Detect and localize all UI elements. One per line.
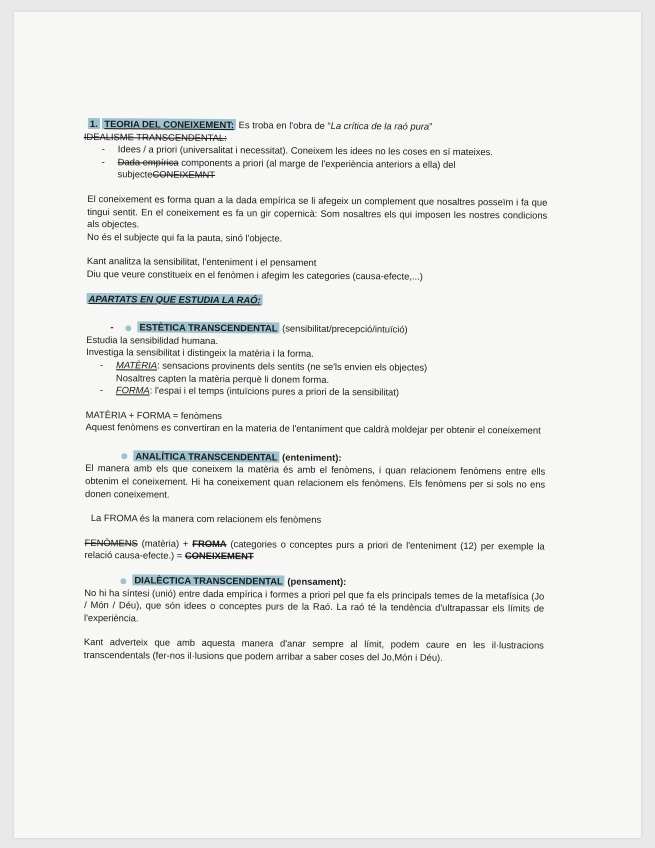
dialectica-title: DIALÈCTICA TRANSCENDENTAL	[134, 574, 283, 587]
paragraph: Kant adverteix que amb aquesta manera d'anar sempre al límit, podem caure en les il·lustracions transcendentals (fer-nos il·lusions que podem arribar a saber coses del Jo,Món i Déu).	[83, 636, 544, 663]
dialectica-subtitle: (pensament):	[284, 575, 347, 588]
bullet-icon	[120, 578, 126, 584]
forma-text: : l'espai i el temps (intuïcions pures a priori de la sensibilitat)	[149, 384, 400, 398]
paragraph: Diu que veure constitueix en el fenòmen i afegim les categories (causa-efecte,...)	[86, 267, 423, 282]
estetica-subtitle: (sensibilitat/precepció/intuïció)	[279, 322, 408, 335]
document-page	[14, 12, 641, 838]
paragraph: No és el subjecte qui fa la pauta, sinó l'objecte.	[87, 230, 283, 244]
paragraph: Investiga la sensibilitat i distingeix la matèria i la forma.	[86, 346, 314, 360]
forma-label: FORMA	[115, 384, 150, 396]
list-item-text-c: CONEIXEMNT	[152, 168, 216, 181]
bullet-dash: -	[101, 143, 105, 155]
bullet-dash: -	[110, 321, 114, 333]
apartats-heading: APARTATS EN QUE ESTUDIA LA RAÓ:	[88, 292, 261, 305]
paragraph: No hi ha síntesi (unió) entre dada empírica i formes a priori pel que fa els principals temes de la metafísica (Jo / Món / Déu), que són idees o conceptes purs de la Raó. La raó té la tendència d'ultrapassar els límits de l'experiència.	[84, 586, 545, 624]
bullet-icon	[125, 325, 131, 331]
bullet-dash: -	[101, 155, 105, 167]
estetica-list	[86, 359, 546, 400]
paragraph: El coneixement es forma quan a la dada empírica se li afegeix un complement que nosaltres posseïm i fa que tingui sentit. En el coneixement es fa un gir copernicà: Som nosaltres els qui imposen les nostres condicions als objectes.	[87, 192, 548, 230]
section-number: 1.	[89, 118, 98, 130]
list-item-text: Idees / a priori (universalitat i necessitat). Coneixem les idees no les coses en sí mateixes.	[117, 143, 493, 158]
idealisme-heading: IDEALISME TRANSCENDENTAL:	[83, 130, 227, 143]
materia-text: : sensacions provinents dels sentits (ne se'ls envien els objectes)	[157, 359, 428, 373]
list-item: - MATÈRIA: sensacions provinents dels sentits (ne se'ls envien els objectes) Nosaltres capten la matèria perquè li donem forma.	[100, 359, 428, 385]
paragraph: Aquest fenòmens es convertiran en la materia de l'entaniment que caldrà moldejar per obtenir el coneixement	[85, 421, 541, 436]
section-intro-end: ”	[429, 120, 433, 132]
analitica-subtitle: (enteniment):	[279, 451, 342, 463]
paragraph: FENÒMENS (matèria) + FROMA (categories o conceptes purs a priori de l'enteniment (12) per exemple la relació causa-efecte.) = CONEIXEMENT	[84, 536, 545, 562]
list-item-text-b: components a priori (al marge de l'experiència anteriors a ella) del subjecte	[117, 156, 456, 180]
list-item	[88, 156, 548, 185]
analitica-title: ANALÍTICA TRANSCENDENTAL	[135, 450, 278, 463]
paragraph: Estudia la sensibilidad humana.	[86, 333, 219, 346]
equation: MATÈRIA + FORMA = fenòmens	[85, 408, 223, 421]
idealisme-list	[88, 143, 548, 184]
section-intro: Es troba en l'obra de “	[236, 119, 331, 131]
materia-label: MATÈRIA	[116, 359, 158, 371]
list-item-text-a: Dada empírica	[117, 156, 179, 168]
paragraph: Kant analitza la sensibilitat, l'enteniment i el pensament	[86, 255, 317, 269]
list-item: - FORMA: l'espai i el temps (intuïcions pures a priori de la sensibilitat)	[99, 384, 400, 398]
paragraph: El manera amb els que coneixem la matèria és amb el fenòmens, i quan relacionem fenòmens entre ells obtenim el coneixement. Hi ha coneixement quan relacionem els fenòmens. Els fenòmens per si sols no ens donen coneixement.	[85, 462, 546, 500]
section-title: TEORIA DEL CONEIXEMENT:	[104, 118, 235, 131]
paragraph: La FROMA és la manera com relacionem els fenòmens	[90, 512, 322, 526]
bullet-icon	[121, 454, 127, 460]
materia-text2: Nosaltres capten la matèria perquè li donem forma.	[115, 371, 330, 385]
document-content	[84, 118, 548, 665]
work-title: La crítica de la raó pura	[330, 119, 430, 132]
estetica-title: ESTÈTICA TRANSCENDENTAL	[139, 321, 278, 334]
